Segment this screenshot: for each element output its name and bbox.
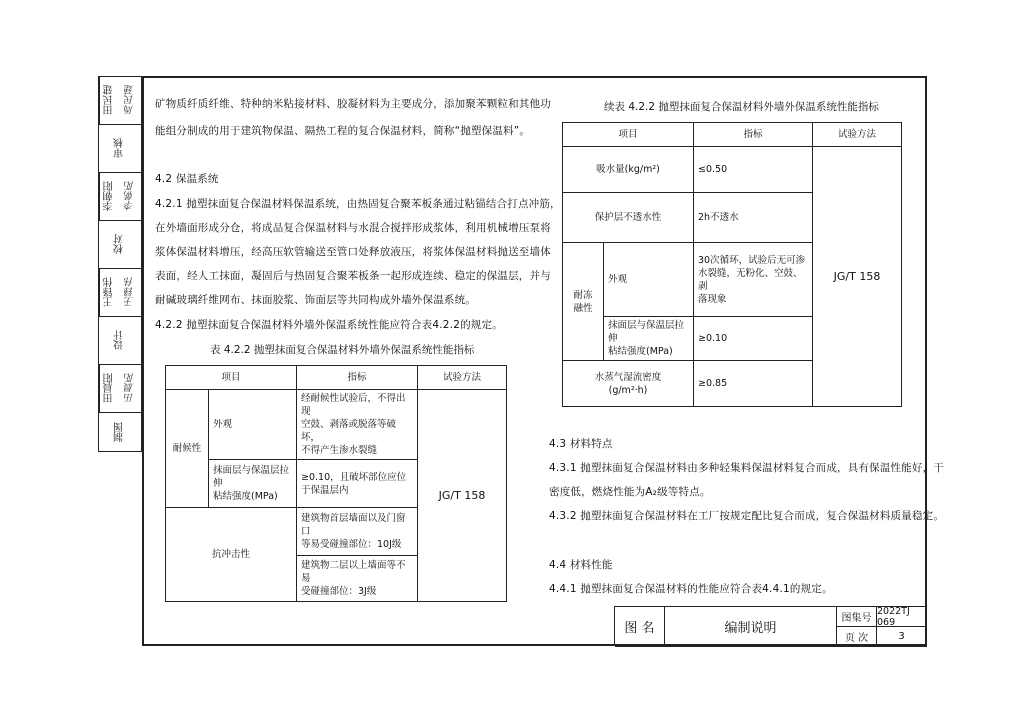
signature: 田晨阳	[125, 373, 136, 404]
table-caption: 续表 4.2.2 抛塑抹面复合保温材料外墙外保温系统性能指标	[604, 101, 879, 113]
freeze-line: 融性	[573, 302, 593, 314]
index-line: 30次循环，试验后无可渗	[698, 254, 806, 266]
sidebar-role: 审核	[114, 138, 126, 159]
bond-line: 粘结强度(MPa)	[608, 346, 673, 357]
paragraph-line: 4.3.1 抛塑抹面复合保温材料由多种轻集料保温材料复合而成，具有保温性能好，干	[549, 462, 945, 474]
bond-line: 抹面层与保温层拉伸	[608, 320, 685, 344]
index-line: 不得产生渗水裂缝	[301, 445, 378, 456]
atlas-label: 图集号	[837, 607, 877, 627]
index-line: 经耐候性试验后，不得出现	[301, 393, 406, 417]
cell-protect-layer-index: 2h不透水	[694, 193, 813, 243]
system-performance-table-continued	[562, 122, 902, 407]
row-group-freeze	[563, 243, 604, 361]
paragraph-line: 耐碱玻璃纤维网布、抹面胶浆、饰面层等共同构成外墙外保温系统。	[155, 294, 476, 306]
index-line: 于保温层内	[301, 484, 349, 496]
cell-water-absorption: 吸水量(kg/m²)	[563, 147, 694, 193]
index-line: ≥0.10，且破坏部位应位	[301, 471, 407, 483]
cell-appearance-index	[297, 390, 418, 460]
sidebar-cell	[99, 77, 141, 125]
signature: 王锋伟	[125, 277, 136, 308]
paragraph-line: 4.2.1 抛塑抹面复合保温材料保温系统，由热固复合聚苯板条通过粘锚结合打点冲筋，	[155, 198, 561, 210]
paragraph-line: 在外墙面形成分仓，将成品复合保温材料与水混合搅拌形成浆体，利用机械增压泵将	[155, 222, 551, 234]
signature: 周民建	[125, 85, 136, 116]
paragraph-line: 表面，经人工抹面，凝固后与热固复合聚苯板条一起形成连续、稳定的保温层，并与	[155, 270, 551, 282]
header-item: 项目	[563, 123, 694, 147]
paragraph-line: 4.4.1 抛塑抹面复合保温材料的性能应符合表4.4.1的规定。	[549, 583, 833, 595]
index-line: 等易受碰撞部位：10J级	[301, 539, 402, 550]
drawing-title: 编制说明	[665, 607, 837, 647]
page-number: 3	[877, 627, 927, 647]
vapor-line: 水蒸气湿流密度	[594, 371, 662, 383]
cell-appearance: 外观	[604, 243, 694, 317]
vapor-line: (g/m²·h)	[608, 384, 648, 396]
paragraph-line: 密度低，燃烧性能为A₂级等特点。	[549, 486, 711, 498]
bond-line: 抹面层与保温层拉伸	[213, 465, 290, 489]
section-heading: 4.2 保温系统	[155, 173, 219, 185]
cell-method: JG/T 158	[418, 390, 507, 602]
cell-impact-1	[297, 508, 418, 556]
sidebar-role: 田民建	[99, 77, 119, 124]
system-performance-table	[165, 365, 507, 602]
index-line: 建筑物首层墙面以及门窗口	[301, 513, 406, 537]
header-index: 指标	[694, 123, 813, 147]
sidebar-role: 校对	[114, 234, 126, 255]
signature: 李朝阳	[125, 181, 136, 212]
cell-bond	[604, 317, 694, 361]
cell-bond-index: ≥0.10	[694, 317, 813, 361]
index-line: 水裂缝，无粉化、空鼓、剥	[698, 267, 803, 292]
row-group-impact: 抗冲击性	[166, 508, 297, 602]
index-line: 建筑物二层以上墙面等不易	[301, 560, 406, 584]
sidebar-cell	[99, 125, 141, 173]
index-line: 空鼓、剥落或脱落等破坏，	[301, 419, 397, 443]
header-index: 指标	[297, 366, 418, 390]
paragraph-line: 能组分制成的用于建筑物保温、隔热工程的复合保温材料，简称“抛塑保温料”。	[155, 125, 531, 137]
sidebar-role: 设计	[114, 330, 126, 351]
cell-appearance: 外观	[209, 390, 297, 460]
section-heading: 4.4 材料性能	[549, 559, 613, 571]
index-line: 受碰撞部位：3J级	[301, 586, 377, 597]
title-block	[614, 606, 927, 646]
title-label: 图 名	[615, 607, 665, 647]
header-method: 试验方法	[418, 366, 507, 390]
row-group-weather: 耐候性	[166, 390, 209, 508]
bond-line: 粘结强度(MPa)	[213, 491, 278, 502]
header-method: 试验方法	[813, 123, 902, 147]
section-heading: 4.3 材料特点	[549, 438, 613, 450]
sidebar-cell	[99, 173, 141, 221]
sidebar-cell	[99, 413, 141, 451]
index-line: 落现象	[698, 293, 727, 305]
paragraph-line: 4.2.2 抛塑抹面复合保温材料外墙外保温系统性能应符合表4.2.2的规定。	[155, 319, 503, 331]
cell-vapor	[563, 361, 694, 407]
cell-bond	[209, 460, 297, 508]
paragraph-line: 4.3.2 抛塑抹面复合保温材料在工厂按规定配比复合而成，复合保温材料质量稳定。	[549, 510, 945, 522]
paragraph-line: 浆体保温材料增压，经高压软管输送至管口处释放液压，将浆体保温材料抛送至墙体	[155, 246, 551, 258]
cell-vapor-index: ≥0.85	[694, 361, 813, 407]
sidebar-cell	[99, 221, 141, 269]
sidebar-role: 田晨阳	[99, 365, 119, 412]
freeze-line: 耐冻	[573, 289, 593, 301]
sidebar-role: 制图	[114, 422, 126, 442]
cell-method: JG/T 158	[813, 147, 902, 407]
page-label: 页 次	[837, 627, 877, 647]
cell-appearance-index	[694, 243, 813, 317]
cell-protect-layer: 保护层不透水性	[563, 193, 694, 243]
sidebar-cell	[99, 365, 141, 413]
table-caption: 表 4.2.2 抛塑抹面复合保温材料外墙外保温系统性能指标	[210, 344, 475, 356]
cell-water-absorption-index: ≤0.50	[694, 147, 813, 193]
header-item: 项目	[166, 366, 297, 390]
cell-bond-index	[297, 460, 418, 508]
sidebar-role: 李朝阳	[99, 173, 119, 220]
sidebar-role: 王锋伟	[99, 269, 119, 316]
atlas-number: 2022TJ 069	[877, 607, 927, 627]
signature-sidebar	[98, 76, 142, 452]
cell-impact-2	[297, 556, 418, 602]
sidebar-cell	[99, 269, 141, 317]
sidebar-cell	[99, 317, 141, 365]
paragraph-line: 矿物质纤质纤维、特种纳米粘接材料、胶凝材料为主要成分，添加聚苯颗粒和其他功	[155, 98, 551, 110]
